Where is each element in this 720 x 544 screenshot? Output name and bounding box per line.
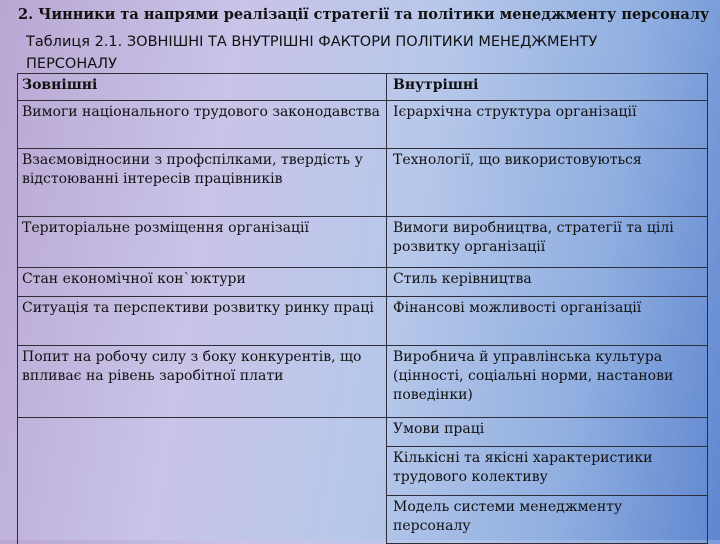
cell-internal: Умови праці [387, 418, 708, 447]
cell-external: Попит на робочу силу з боку конкурентів, що впливає на рівень заробітної плати [18, 346, 387, 418]
cell-external-empty [18, 496, 387, 544]
table-row [18, 101, 708, 149]
header-internal: Внутрішні [387, 74, 708, 101]
cell-external-empty [18, 447, 387, 496]
cell-internal: Виробнича й управлінська культура (цінності, соціальні норми, настанови поведінки) [387, 346, 708, 418]
cell-internal: Модель системи менеджменту персоналу [387, 496, 708, 544]
table-row [18, 297, 708, 346]
cell-internal: Фінансові можливості організації [387, 297, 708, 346]
cell-external: Вимоги національного трудового законодавства [18, 101, 387, 149]
table-row [18, 447, 708, 496]
cell-internal: Технології, що використовуються [387, 149, 708, 217]
cell-external: Стан економічної кон`юктури [18, 268, 387, 297]
cell-external: Територіальне розміщення організації [18, 217, 387, 268]
header-external: Зовнішні [18, 74, 387, 101]
cell-internal: Кількісні та якісні характеристики трудового колективу [387, 447, 708, 496]
section-heading: 2. Чинники та напрями реалізації стратегії та політики менеджменту персоналу [18, 6, 710, 23]
table-row [18, 346, 708, 418]
table-row [18, 418, 708, 447]
cell-external-empty [18, 418, 387, 447]
cell-internal: Стиль керівництва [387, 268, 708, 297]
table-row [18, 268, 708, 297]
table-row [18, 496, 708, 544]
table-row [18, 217, 708, 268]
table-row [18, 149, 708, 217]
cell-internal: Вимоги виробництва, стратегії та цілі розвитку організації [387, 217, 708, 268]
cell-internal: Ієрархічна структура організації [387, 101, 708, 149]
table-header-row [18, 74, 708, 101]
cell-external: Ситуація та перспективи розвитку ринку праці [18, 297, 387, 346]
factors-table [17, 73, 708, 544]
table-caption: Таблиця 2.1. ЗОВНІШНІ ТА ВНУТРІШНІ ФАКТОРИ ПОЛІТИКИ МЕНЕДЖМЕНТУ ПЕРСОНАЛУ [26, 34, 598, 72]
cell-external: Взаємовідносини з профспілками, твердість у відстоюванні інтересів працівників [18, 149, 387, 217]
